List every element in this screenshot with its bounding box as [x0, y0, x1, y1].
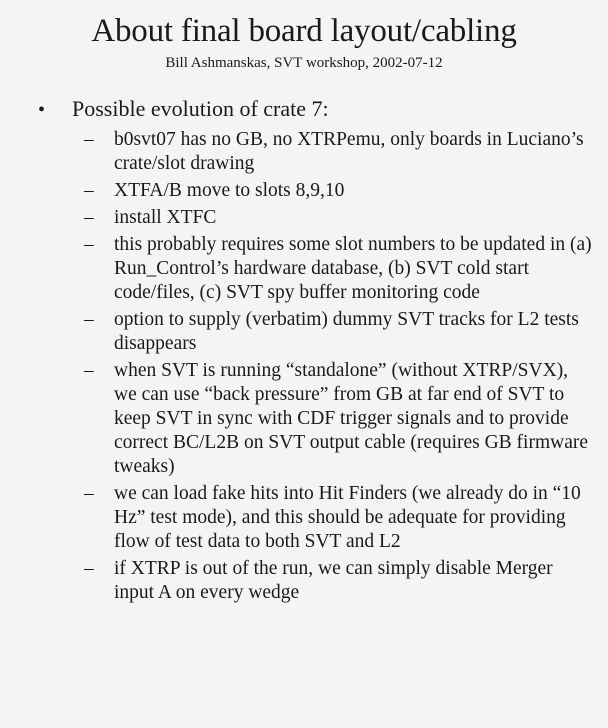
list-item-text: we can load fake hits into Hit Finders (we already do in “10 Hz” test mode), and this should be adequate for providing flow of test data to both SVT and L2 — [114, 483, 581, 552]
list-item — [82, 233, 592, 305]
list-item — [82, 482, 592, 554]
list-item-text: XTFA/B move to slots 8,9,10 — [114, 180, 345, 201]
list-item — [82, 557, 592, 605]
list-item — [82, 206, 592, 230]
main-bullet-text: Possible evolution of crate 7: — [72, 96, 329, 121]
list-item-text: install XTFC — [114, 207, 217, 228]
list-item — [82, 359, 592, 479]
list-item — [82, 308, 592, 356]
dash-marker: – — [84, 207, 94, 228]
list-item-text: option to supply (verbatim) dummy SVT tracks for L2 tests disappears — [114, 309, 579, 354]
sub-item-list — [82, 128, 592, 608]
dash-marker: – — [84, 558, 94, 579]
list-item-text: b0svt07 has no GB, no XTRPemu, only boards in Luciano’s crate/slot drawing — [114, 129, 584, 174]
dash-marker: – — [84, 360, 94, 381]
dash-marker: – — [84, 129, 94, 150]
dash-marker: – — [84, 309, 94, 330]
list-item-text: when SVT is running “standalone” (without XTRP/SVX), we can use “back pressure” from GB at far end of SVT to keep SVT in sync with CDF trigger signals and to provide correct BC/L2B on SVT output cable (requires GB firmware tweaks) — [114, 360, 589, 477]
dash-marker: – — [84, 180, 94, 201]
list-item — [82, 179, 592, 203]
dash-marker: – — [84, 234, 94, 255]
slide-title: About final board layout/cabling — [91, 13, 517, 49]
list-item-text: this probably requires some slot numbers to be updated in (a) Run_Control’s hardware database, (b) SVT cold start code/files, (c) SVT spy buffer monitoring code — [114, 234, 592, 303]
dash-marker: – — [84, 483, 94, 504]
bullet-marker: • — [38, 99, 46, 121]
slide-subtitle: Bill Ashmanskas, SVT workshop, 2002-07-12 — [165, 55, 443, 71]
list-item — [82, 128, 592, 176]
list-item-text: if XTRP is out of the run, we can simply disable Merger input A on every wedge — [114, 558, 553, 603]
